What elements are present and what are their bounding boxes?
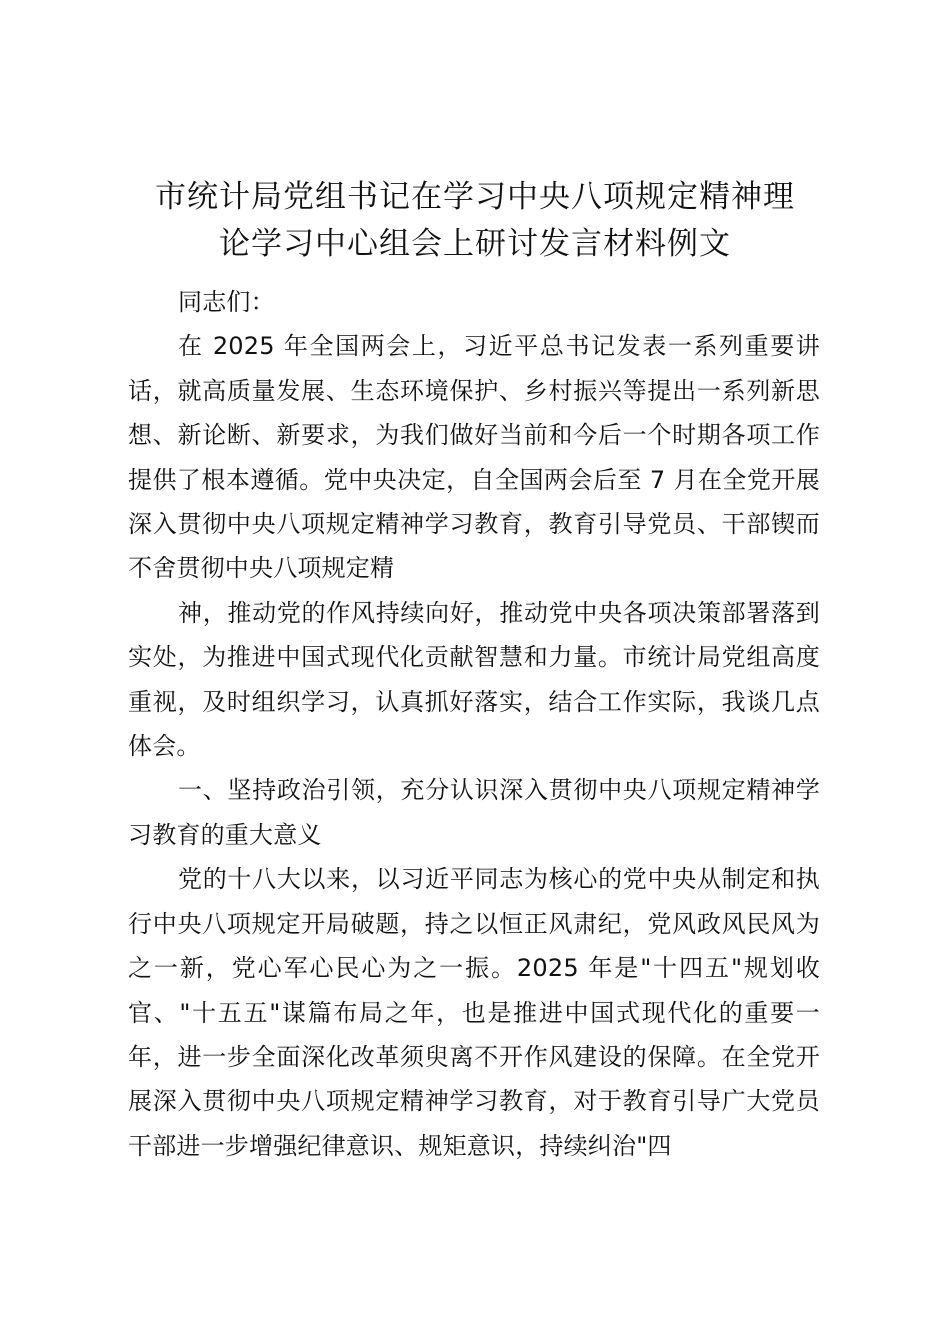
title-line-2: 论学习中心组会上研讨发言材料例文	[219, 226, 731, 262]
paragraph-1: 在 2025 年全国两会上，习近平总书记发表一系列重要讲话，就高质量发展、生态环境保护、乡村振兴等提出一系列新思想、新论断、新要求，为我们做好当前和今后一个时期各项工作提供了根本遵循。党中央决定，自全国两会后至 7 月在全党开展深入贯彻中央八项规定精神学习教育，教育引导党员、干部锲而不舍贯彻中央八项规定精	[128, 332, 820, 583]
salutation: 同志们：	[178, 288, 275, 316]
section-heading-1: 一、坚持政治引领，充分认识深入贯彻中央八项规定精神学习教育的重大意义	[128, 776, 820, 849]
paragraph-3: 党的十八大以来，以习近平同志为核心的党中央从制定和执行中央八项规定开局破题，持之以恒正风肃纪，党风政风民风为之一新，党心军心民心为之一振。2025 年是"十四五"规划收官、"十五五"谋篇布局之年，也是推进中国式现代化的重要一年，进一步全面深化改革须臾离不开作风建设的保障。在全党开展深入贯彻中央八项规定精神学习教育，对于教育引导广大党员干部进一步增强纪律意识、规矩意识，持续纠治"四	[128, 865, 820, 1160]
document-title	[118, 174, 832, 268]
document-body	[128, 280, 820, 1168]
title-line-1: 市统计局党组书记在学习中央八项规定精神理	[155, 179, 795, 215]
paragraph-2: 神，推动党的作风持续向好，推动党中央各项决策部署落到实处，为推进中国式现代化贡献智慧和力量。市统计局党组高度重视，及时组织学习，认真抓好落实，结合工作实际，我谈几点体会。	[128, 598, 820, 761]
